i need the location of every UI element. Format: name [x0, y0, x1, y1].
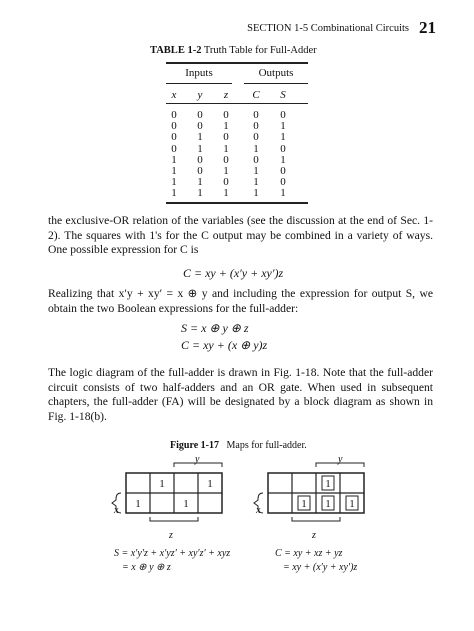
table-cell: 0 [197, 120, 203, 133]
map-c-var-y: y [338, 454, 343, 465]
map-s-cell-value: 1 [159, 478, 165, 490]
table-cell: 0 [197, 153, 203, 166]
table-cell: 1 [223, 165, 229, 177]
table-cell: 0 [223, 176, 229, 189]
map-c-cell-value: 1 [301, 498, 307, 510]
map-s-cell-value: 1 [207, 478, 213, 490]
column-header-c: C [252, 89, 260, 101]
equation-sum: S = x ⊕ y ⊕ z [181, 321, 249, 335]
table-cell: 0 [280, 109, 286, 121]
table-cell: 0 [197, 109, 203, 121]
map-s-cell-value: 1 [135, 498, 141, 510]
table-cell: 0 [171, 131, 177, 144]
table-cell: 1 [171, 153, 177, 166]
table-cell: 0 [280, 176, 286, 189]
figure-caption-text: Maps for full-adder. [226, 440, 307, 451]
map-s-equation-1: S = x′y′z + x′yz′ + xy′z′ + xyz [114, 548, 231, 559]
map-s-var-z: z [169, 530, 173, 541]
table-cell: 1 [223, 120, 229, 133]
table-cell: 1 [280, 131, 286, 144]
table-cell: 1 [280, 187, 286, 200]
outputs-header: Outputs [258, 67, 294, 79]
table-cell: 0 [280, 142, 286, 155]
map-c-cell-value: 1 [349, 498, 355, 510]
table-cell: 1 [197, 176, 203, 189]
table-cell: 1 [223, 187, 229, 200]
table-cell: 1 [280, 120, 286, 133]
table-cell: 0 [223, 109, 229, 121]
map-c-cell-value: 1 [325, 478, 331, 490]
column-header-s: S [280, 89, 286, 101]
table-cell: 1 [223, 142, 229, 155]
column-header-z: z [223, 89, 229, 101]
figure-label: Figure 1-17 [170, 440, 219, 451]
map-c-var-x: x [256, 505, 261, 516]
map-s-equation-2: = x ⊕ y ⊕ z [122, 562, 171, 573]
map-c-equation-1: C = xy + xz + yz [275, 548, 343, 559]
table-caption: Truth Table for Full-Adder [203, 45, 317, 56]
table-cell: 1 [171, 187, 177, 200]
inputs-header: Inputs [185, 67, 213, 79]
table-cell: 1 [197, 187, 203, 200]
table-cell: 0 [171, 109, 177, 121]
table-cell: 0 [171, 120, 177, 133]
map-s-var-x: x [114, 505, 119, 516]
table-cell: 0 [253, 153, 259, 166]
column-header-x: x [171, 89, 177, 101]
map-s-var-y: y [195, 454, 200, 465]
table-cell: 1 [253, 187, 259, 200]
table-cell: 0 [223, 153, 229, 166]
section-title: SECTION 1-5 Combinational Circuits [247, 23, 409, 34]
table-cell: 1 [253, 176, 259, 189]
table-cell: 0 [253, 109, 259, 121]
map-c-var-z: z [312, 530, 316, 541]
equation-carry-xor: C = xy + (x ⊕ y)z [181, 338, 268, 352]
table-cell: 1 [197, 131, 203, 144]
equation-carry: C = xy + (x′y + xy′)z [183, 266, 284, 280]
map-c-cell-value: 1 [325, 498, 331, 510]
table-cell: 1 [171, 165, 177, 177]
table-cell: 1 [280, 153, 286, 166]
table-cell: 0 [197, 165, 203, 177]
table-cell: 0 [253, 131, 259, 144]
page-number: 21 [419, 18, 436, 37]
table-cell: 0 [223, 131, 229, 144]
paragraph-3: The logic diagram of the full-adder is drawn in Fig. 1-18. Note that the full-adder circuit consists of two half-adders and an OR gate. When used in subsequent chapters, the full-adder (FA) will be designated by a block diagram as shown in Fig. 1-18(b). [48, 366, 433, 423]
table-cell: 0 [171, 142, 177, 155]
table-cell: 1 [253, 165, 259, 177]
map-s-z-brace [150, 517, 198, 521]
table-cell: 1 [253, 142, 259, 155]
paragraph-1: the exclusive-OR relation of the variables (see the discussion at the end of Sec. 1-2). The squares with 1's for the C output may be combined in a variety of ways. One possible expression for C is [48, 214, 433, 256]
table-cell: 1 [197, 142, 203, 155]
column-header-y: y [197, 89, 203, 101]
map-c-z-brace [292, 517, 340, 521]
map-s-cell-value: 1 [183, 498, 189, 510]
paragraph-2: Realizing that x′y + xy′ = x ⊕ y and including the expression for output S, we obtain the two Boolean expressions for the full-adder: [48, 287, 433, 315]
map-c-equation-2: = xy + (x′y + xy′)z [283, 562, 358, 573]
table-label: TABLE 1-2 [150, 45, 202, 56]
table-cell: 1 [171, 176, 177, 189]
table-cell: 0 [280, 165, 286, 177]
table-cell: 0 [253, 120, 259, 133]
